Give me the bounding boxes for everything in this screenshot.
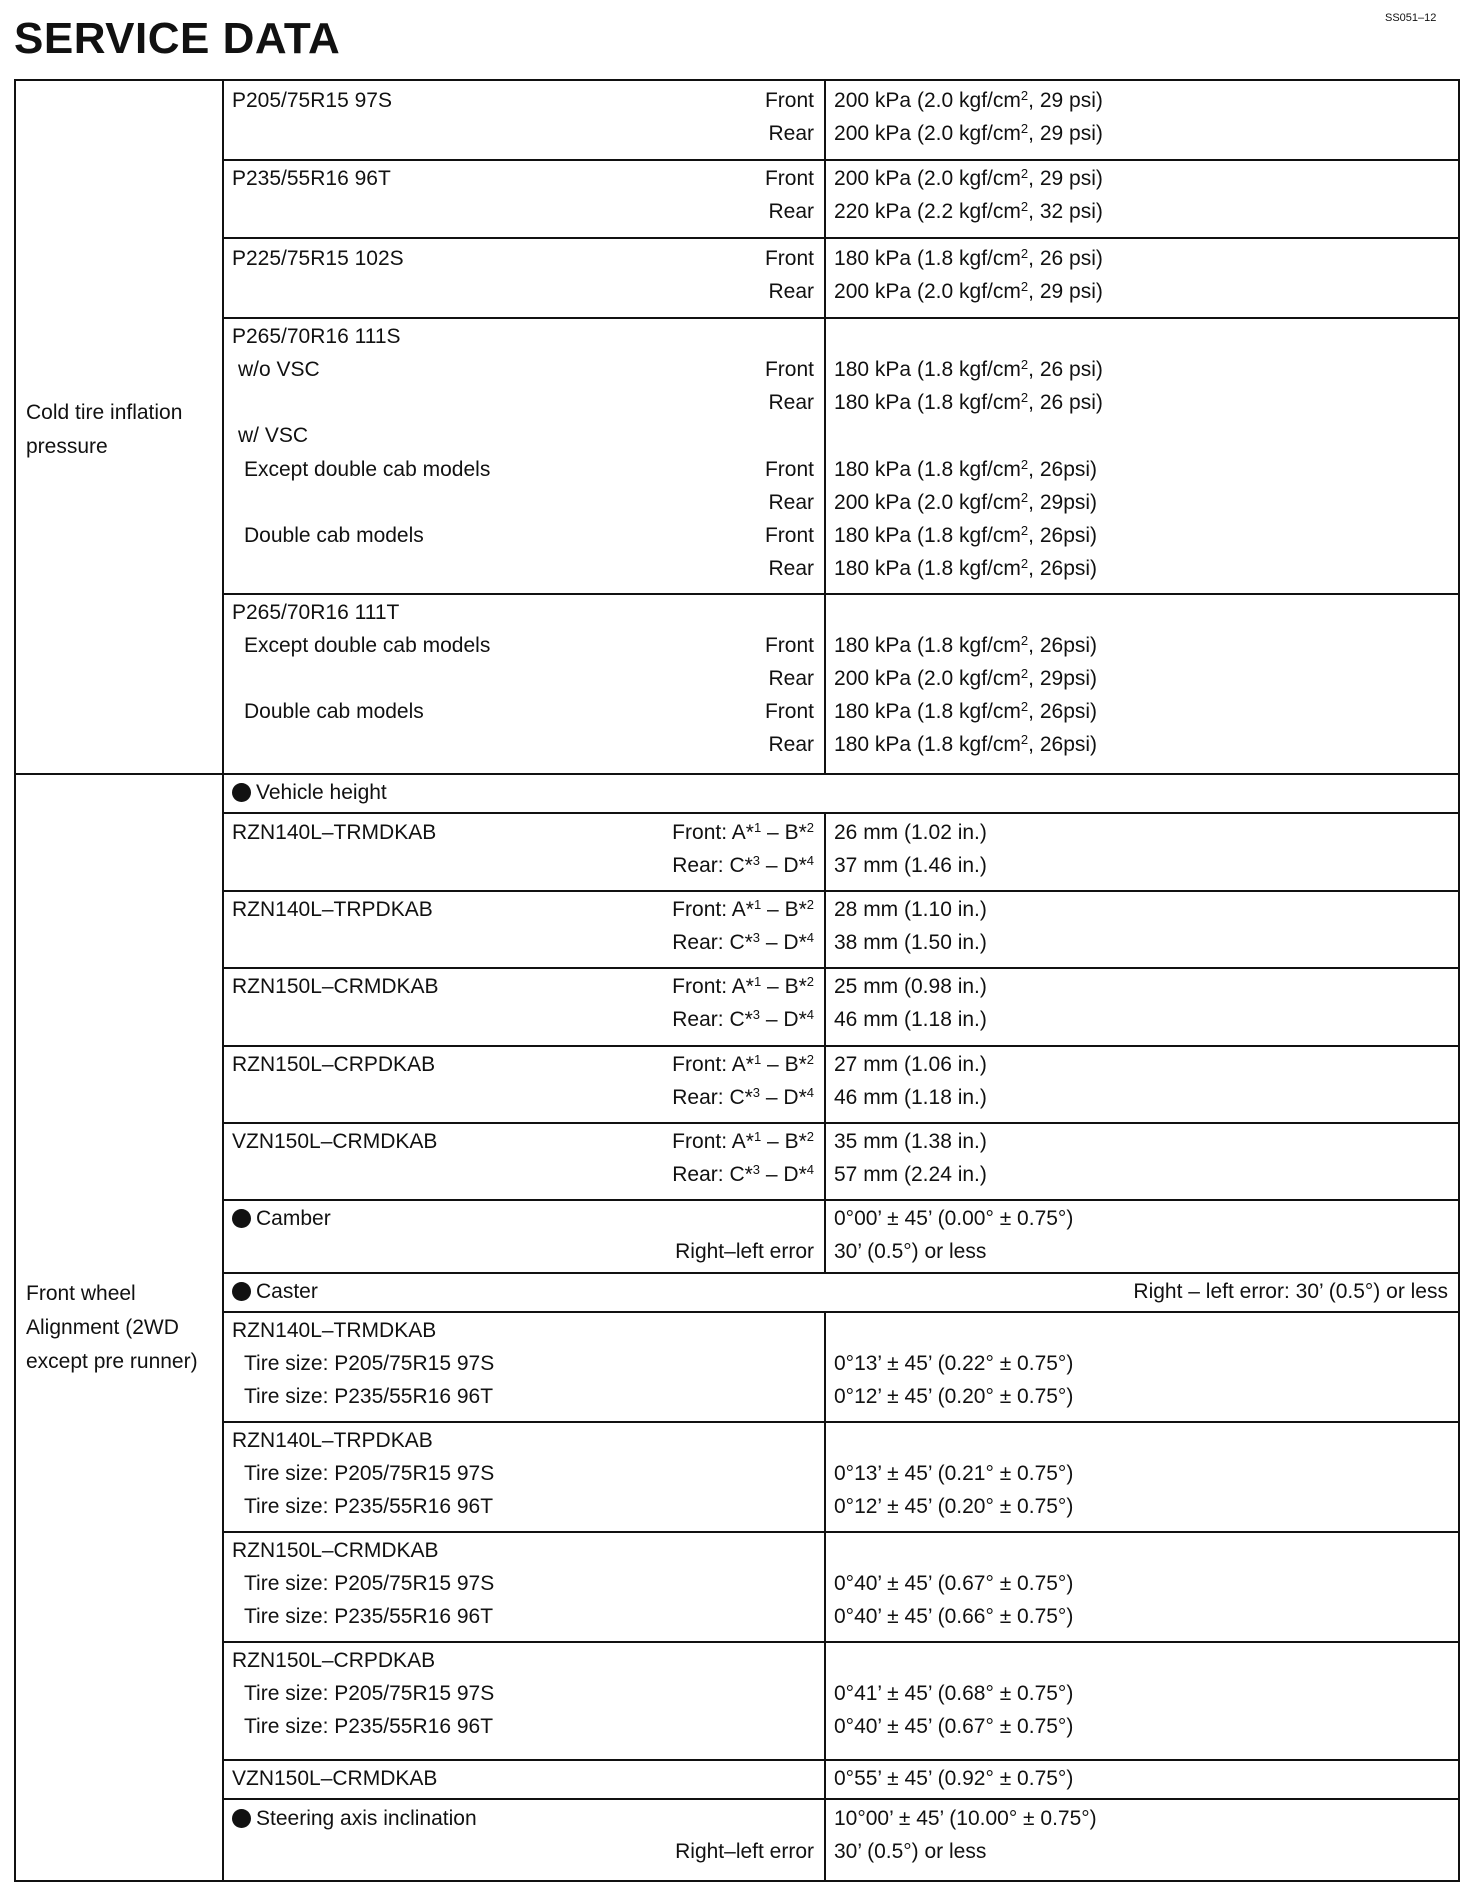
row-divider bbox=[222, 159, 1458, 161]
pressure-value: 180 kPa (1.8 kgf/$cm^2$, 26 psi) bbox=[834, 357, 1103, 381]
steering-axis-value: 10°00’ ± 45’ (10.00° ± 0.75°) bbox=[834, 1807, 1097, 1830]
model-code: RZN140L–TRPDKAB bbox=[232, 898, 433, 921]
pressure-value: 180 kPa (1.8 kgf/$cm^2$, 26psi) bbox=[834, 556, 1098, 580]
row-divider bbox=[222, 1311, 1458, 1313]
tire-size: P265/70R16 111S bbox=[232, 325, 401, 348]
pressure-value: 180 kPa (1.8 kgf/$cm^2$, 26psi) bbox=[834, 523, 1098, 547]
tire-size-label: Tire size: P235/55R16 96T bbox=[244, 1715, 494, 1738]
rear-measure-label: Rear: C*$^3$ – D*$^4$ bbox=[672, 1162, 814, 1186]
axle-label: Front bbox=[764, 634, 814, 657]
tire-size-label: Tire size: P205/75R15 97S bbox=[244, 1352, 495, 1375]
caster-value: 0°12’ ± 45’ (0.20° ± 0.75°) bbox=[834, 1385, 1074, 1408]
pressure-value: 180 kPa (1.8 kgf/$cm^2$, 26psi) bbox=[834, 699, 1098, 723]
pressure-value: 200 kPa (2.0 kgf/$cm^2$, 29 psi) bbox=[834, 166, 1103, 190]
axle-label: Rear bbox=[768, 557, 814, 580]
row-divider bbox=[222, 1272, 1458, 1274]
tire-size: P235/55R16 96T bbox=[232, 167, 391, 190]
row-divider bbox=[222, 237, 1458, 239]
front-measure-label: Front: A*$^1$ – B*$^2$ bbox=[672, 897, 814, 921]
front-measure-label: Front: A*$^1$ – B*$^2$ bbox=[672, 1129, 814, 1153]
column-divider bbox=[824, 81, 826, 773]
height-value: 46 mm (1.18 in.) bbox=[834, 1086, 987, 1109]
pressure-value: 200 kPa (2.0 kgf/$cm^2$, 29 psi) bbox=[834, 121, 1103, 145]
axle-label: Rear bbox=[768, 280, 814, 303]
tire-size-label: Tire size: P205/75R15 97S bbox=[244, 1572, 495, 1595]
axle-label: Front bbox=[764, 458, 814, 481]
axle-label: Front bbox=[764, 358, 814, 381]
axle-label: Front bbox=[764, 247, 814, 270]
service-data-table bbox=[14, 79, 1460, 1882]
pressure-value: 180 kPa (1.8 kgf/$cm^2$, 26psi) bbox=[834, 457, 1098, 481]
front-measure-label: Front: A*$^1$ – B*$^2$ bbox=[672, 1052, 814, 1076]
row-divider bbox=[222, 1641, 1458, 1643]
axle-label: Front bbox=[764, 167, 814, 190]
model-code: RZN150L–CRPDKAB bbox=[232, 1053, 436, 1076]
bullet-icon bbox=[232, 783, 251, 802]
category-front-wheel-alignment: Front wheel Alignment (2WD except pre runner) bbox=[26, 1282, 198, 1373]
row-divider bbox=[222, 967, 1458, 969]
row-divider bbox=[222, 593, 1458, 595]
axle-label: Rear bbox=[768, 667, 814, 690]
model-code: RZN150L–CRPDKAB bbox=[232, 1649, 436, 1672]
pressure-value: 180 kPa (1.8 kgf/$cm^2$, 26psi) bbox=[834, 633, 1098, 657]
rear-measure-label: Rear: C*$^3$ – D*$^4$ bbox=[672, 1085, 814, 1109]
pressure-value: 200 kPa (2.0 kgf/$cm^2$, 29 psi) bbox=[834, 88, 1103, 112]
caster-error-note: Right – left error: 30’ (0.5°) or less bbox=[1133, 1280, 1448, 1303]
axle-label: Rear bbox=[768, 200, 814, 223]
camber-error-value: 30’ (0.5°) or less bbox=[834, 1240, 987, 1263]
caster-value: 0°40’ ± 45’ (0.66° ± 0.75°) bbox=[834, 1605, 1074, 1628]
axle-label: Front bbox=[764, 700, 814, 723]
axle-label: Front bbox=[764, 524, 814, 547]
caster-value: 0°12’ ± 45’ (0.20° ± 0.75°) bbox=[834, 1495, 1074, 1518]
tire-size: P265/70R16 111T bbox=[232, 601, 400, 624]
page-title: SERVICE DATA bbox=[14, 14, 341, 63]
axle-label: Rear bbox=[768, 733, 814, 756]
caster-heading bbox=[232, 1279, 318, 1305]
pressure-value: 180 kPa (1.8 kgf/$cm^2$, 26 psi) bbox=[834, 390, 1103, 414]
column-divider bbox=[222, 81, 224, 1880]
bullet-icon bbox=[232, 1809, 251, 1828]
tire-size-label: Tire size: P205/75R15 97S bbox=[244, 1682, 495, 1705]
tire-size: P225/75R15 102S bbox=[232, 247, 404, 270]
steering-error-label: Right–left error bbox=[675, 1840, 814, 1863]
row-divider bbox=[222, 1421, 1458, 1423]
caster-value: 0°40’ ± 45’ (0.67° ± 0.75°) bbox=[834, 1715, 1074, 1738]
height-value: 38 mm (1.50 in.) bbox=[834, 931, 987, 954]
tire-size-label: Tire size: P235/55R16 96T bbox=[244, 1605, 494, 1628]
height-value: 27 mm (1.06 in.) bbox=[834, 1053, 987, 1076]
front-measure-label: Front: A*$^1$ – B*$^2$ bbox=[672, 974, 814, 998]
row-divider bbox=[222, 317, 1458, 319]
height-value: 57 mm (2.24 in.) bbox=[834, 1163, 987, 1186]
column-divider bbox=[824, 812, 826, 1272]
condition-label: Double cab models bbox=[244, 524, 424, 547]
condition-label: Except double cab models bbox=[244, 458, 491, 481]
model-code: RZN140L–TRMDKAB bbox=[232, 1319, 437, 1342]
height-value: 25 mm (0.98 in.) bbox=[834, 975, 987, 998]
model-code: VZN150L–CRMDKAB bbox=[232, 1767, 438, 1790]
document-code: SS051–12 bbox=[1385, 12, 1437, 24]
axle-label: Rear bbox=[768, 122, 814, 145]
row-divider bbox=[222, 1045, 1458, 1047]
caster-value: 0°13’ ± 45’ (0.22° ± 0.75°) bbox=[834, 1352, 1074, 1375]
vehicle-height-heading bbox=[232, 780, 387, 806]
column-divider bbox=[824, 1311, 826, 1880]
row-divider bbox=[222, 1122, 1458, 1124]
heading-text: Caster bbox=[256, 1280, 318, 1303]
height-value: 26 mm (1.02 in.) bbox=[834, 821, 987, 844]
model-code: VZN150L–CRMDKAB bbox=[232, 1130, 438, 1153]
rear-measure-label: Rear: C*$^3$ – D*$^4$ bbox=[672, 853, 814, 877]
tire-size: P205/75R15 97S bbox=[232, 89, 392, 112]
steering-error-value: 30’ (0.5°) or less bbox=[834, 1840, 987, 1863]
axle-label: Rear bbox=[768, 391, 814, 414]
row-divider bbox=[222, 1531, 1458, 1533]
height-value: 46 mm (1.18 in.) bbox=[834, 1008, 987, 1031]
heading-text: Vehicle height bbox=[256, 781, 387, 804]
row-divider bbox=[222, 1199, 1458, 1201]
row-divider bbox=[222, 1759, 1458, 1761]
camber-error-label: Right–left error bbox=[675, 1240, 814, 1263]
front-measure-label: Front: A*$^1$ – B*$^2$ bbox=[672, 820, 814, 844]
section-divider bbox=[16, 773, 1458, 775]
caster-value: 0°40’ ± 45’ (0.67° ± 0.75°) bbox=[834, 1572, 1074, 1595]
condition-label: w/o VSC bbox=[238, 358, 320, 381]
category-cold-tire-inflation-pressure: Cold tire inflation pressure bbox=[26, 401, 183, 458]
tire-size-label: Tire size: P205/75R15 97S bbox=[244, 1462, 495, 1485]
heading-text: Steering axis inclination bbox=[256, 1807, 477, 1830]
pressure-value: 180 kPa (1.8 kgf/$cm^2$, 26psi) bbox=[834, 732, 1098, 756]
row-divider bbox=[222, 890, 1458, 892]
caster-value: 0°41’ ± 45’ (0.68° ± 0.75°) bbox=[834, 1682, 1074, 1705]
caster-value: 0°55’ ± 45’ (0.92° ± 0.75°) bbox=[834, 1767, 1074, 1790]
height-value: 37 mm (1.46 in.) bbox=[834, 854, 987, 877]
row-divider bbox=[222, 812, 1458, 814]
caster-value: 0°13’ ± 45’ (0.21° ± 0.75°) bbox=[834, 1462, 1074, 1485]
rear-measure-label: Rear: C*$^3$ – D*$^4$ bbox=[672, 1007, 814, 1031]
condition-label: w/ VSC bbox=[238, 424, 309, 447]
camber-value: 0°00’ ± 45’ (0.00° ± 0.75°) bbox=[834, 1207, 1074, 1230]
pressure-value: 200 kPa (2.0 kgf/$cm^2$, 29 psi) bbox=[834, 279, 1103, 303]
bullet-icon bbox=[232, 1209, 251, 1228]
bullet-icon bbox=[232, 1282, 251, 1301]
tire-size-label: Tire size: P235/55R16 96T bbox=[244, 1495, 494, 1518]
pressure-value: 220 kPa (2.2 kgf/$cm^2$, 32 psi) bbox=[834, 199, 1103, 223]
steering-axis-heading bbox=[232, 1806, 477, 1832]
model-code: RZN150L–CRMDKAB bbox=[232, 975, 439, 998]
camber-heading bbox=[232, 1206, 331, 1232]
axle-label: Front bbox=[764, 89, 814, 112]
model-code: RZN140L–TRMDKAB bbox=[232, 821, 437, 844]
axle-label: Rear bbox=[768, 491, 814, 514]
heading-text: Camber bbox=[256, 1207, 331, 1230]
model-code: RZN140L–TRPDKAB bbox=[232, 1429, 433, 1452]
row-divider bbox=[222, 1798, 1458, 1800]
tire-size-label: Tire size: P235/55R16 96T bbox=[244, 1385, 494, 1408]
condition-label: Double cab models bbox=[244, 700, 424, 723]
model-code: RZN150L–CRMDKAB bbox=[232, 1539, 439, 1562]
pressure-value: 200 kPa (2.0 kgf/$cm^2$, 29psi) bbox=[834, 666, 1098, 690]
pressure-value: 200 kPa (2.0 kgf/$cm^2$, 29psi) bbox=[834, 490, 1098, 514]
height-value: 35 mm (1.38 in.) bbox=[834, 1130, 987, 1153]
pressure-value: 180 kPa (1.8 kgf/$cm^2$, 26 psi) bbox=[834, 246, 1103, 270]
rear-measure-label: Rear: C*$^3$ – D*$^4$ bbox=[672, 930, 814, 954]
condition-label: Except double cab models bbox=[244, 634, 491, 657]
height-value: 28 mm (1.10 in.) bbox=[834, 898, 987, 921]
